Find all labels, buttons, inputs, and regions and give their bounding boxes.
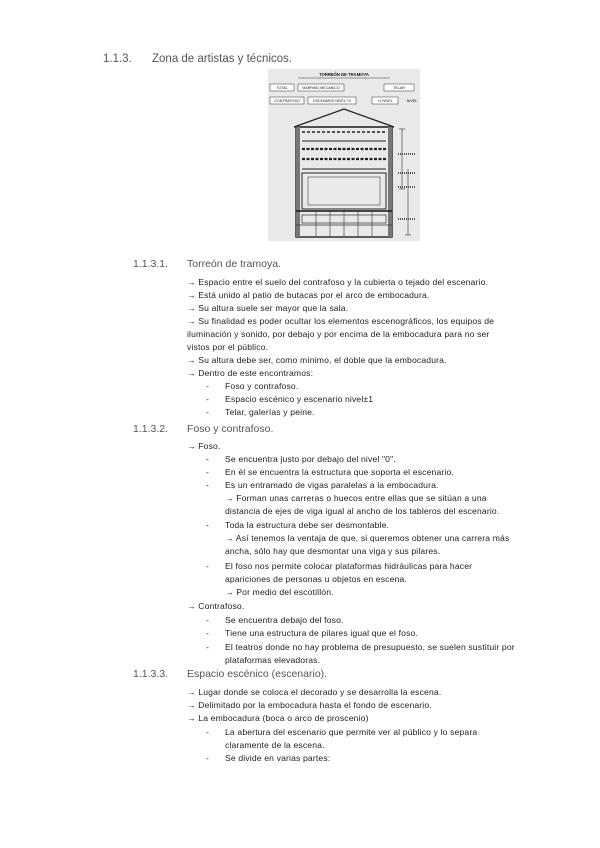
- heading-title: Zona de artistas y técnicos.: [152, 53, 292, 65]
- heading-number: 1.1.3.: [103, 53, 132, 65]
- section-3-bullet: Se divide en varias partes:: [225, 753, 331, 763]
- section-3-line: → Delimitado por la embocadura hasta el fondo de escenario.: [187, 700, 432, 710]
- foso-bullet-continuation: → Así tenemos la ventaja de que, si queremos obtener una carrera más: [225, 533, 510, 543]
- contrafoso-bullet: Tiene una estructura de pilares igual que el foso.: [225, 628, 419, 638]
- foso-bullet-continuation: ancha, sólo hay que desmontar una viga y sus pilares.: [225, 546, 441, 556]
- section-3-bullet-continuation: claramente de la escena.: [225, 740, 325, 750]
- section-3-line: → La embocadura (boca o arco de proscenio): [187, 713, 369, 723]
- foso-bullet: Es un entramado de vigas paralelas a la embocadura.: [225, 480, 439, 490]
- section-1-title: Torreón de tramoya.: [187, 258, 281, 270]
- foso-bullet: Se encuentra justo por debajo del nivel "0".: [225, 454, 396, 464]
- diagram-label-escenario: ESCENARIO NIVEL +0: [313, 99, 351, 103]
- section-1-bullet: Telar, galerías y peine.: [225, 407, 315, 417]
- section-1-line: vistos por el público.: [187, 342, 269, 352]
- section-1-line: → Su altura suele ser mayor que la sala.: [187, 303, 349, 313]
- section-1-bullet: Foso y contrafoso.: [225, 381, 299, 391]
- diagram-label-top: TORREÓN DE TRAMOYA: [319, 72, 369, 77]
- bullet-dash: -: [206, 615, 209, 625]
- section-1-line: → Espacio entre el suelo del contrafoso y la cubierta o tejado del escenario.: [187, 277, 489, 287]
- contrafoso-heading: → Contrafoso.: [187, 601, 245, 611]
- section-3-number: 1.1.3.3.: [133, 668, 169, 680]
- section-1-line: → Está unido al patio de butacas por el arco de embocadura.: [187, 290, 430, 300]
- section-1-line: → Su altura debe ser, como mínimo, el doble que la embocadura.: [187, 355, 447, 365]
- diagram-label-nivel: NIVEL: [406, 99, 418, 103]
- foso-heading: → Foso.: [187, 441, 221, 451]
- contrafoso-bullet: El teatros donde no hay problema de presupuesto, se suelen sustituir por: [225, 642, 515, 652]
- section-1-number: 1.1.3.1.: [133, 258, 169, 270]
- section-3-line: → Lugar donde se coloca el decorado y se desarrolla la escena.: [187, 687, 442, 697]
- foso-bullet: El foso nos permite colocar plataformas hidráulicas para hacer: [225, 561, 473, 571]
- bullet-dash: -: [206, 467, 209, 477]
- bullet-dash: -: [206, 394, 209, 404]
- bullet-dash: -: [206, 642, 209, 652]
- foso-bullet: Toda la estructura debe ser desmontable.: [225, 520, 390, 530]
- diagram-label-telar: TELAR: [393, 86, 405, 90]
- section-2-number: 1.1.3.2.: [133, 423, 169, 435]
- section-1-bullet: Espacio escénico y escenario nivel±1: [225, 394, 374, 404]
- bullet-dash: -: [206, 454, 209, 464]
- bullet-dash: -: [206, 407, 209, 417]
- section-3-bullet: La abertura del escenario que permite ver al público y lo separa: [225, 727, 478, 737]
- foso-bullet-continuation: apariciones de personas u objetos en escena.: [225, 574, 407, 584]
- bullet-dash: -: [206, 727, 209, 737]
- contrafoso-bullet: Se encuentra debajo del foso.: [225, 615, 344, 625]
- foso-bullet-continuation: distancia de ejes de viga igual al ancho de los tableros del escenario.: [225, 506, 500, 516]
- section-1-line: → Dentro de este encontramos:: [187, 368, 314, 378]
- diagram-label-total: TOTAL: [276, 86, 288, 90]
- foso-bullet-continuation: → Por medio del escotillón.: [225, 587, 334, 597]
- bullet-dash: -: [206, 480, 209, 490]
- bullet-dash: -: [206, 561, 209, 571]
- bullet-dash: -: [206, 753, 209, 763]
- contrafoso-bullet-continuation: plataformas elevadoras.: [225, 655, 321, 665]
- section-1-line: → Su finalidad es poder ocultar los elementos escenográficos, los equipos de: [187, 316, 495, 326]
- foso-bullet: En él se encuentra la estructura que soporta el escenario.: [225, 467, 454, 477]
- foso-bullet-continuation: → Forman unas carreras o huecos entre ellas que se sitúan a una: [225, 493, 487, 503]
- section-2-title: Foso y contrafoso.: [187, 423, 274, 435]
- section-3-title: Espacio escénico (escenario).: [187, 668, 328, 680]
- section-1-line: iluminación y sonido, por debajo y por encima de la embocadura para no ser: [187, 329, 490, 339]
- bullet-dash: -: [206, 628, 209, 638]
- diagram-label-mecanico: MARRINO MECANICO: [302, 86, 340, 90]
- diagram-label-nivel1: +1 NIVEL: [377, 99, 393, 103]
- bullet-dash: -: [206, 520, 209, 530]
- diagram-label-contrafoso: CONTRAFOSO: [274, 99, 300, 103]
- bullet-dash: -: [206, 381, 209, 391]
- stage-tower-diagram: [268, 69, 420, 241]
